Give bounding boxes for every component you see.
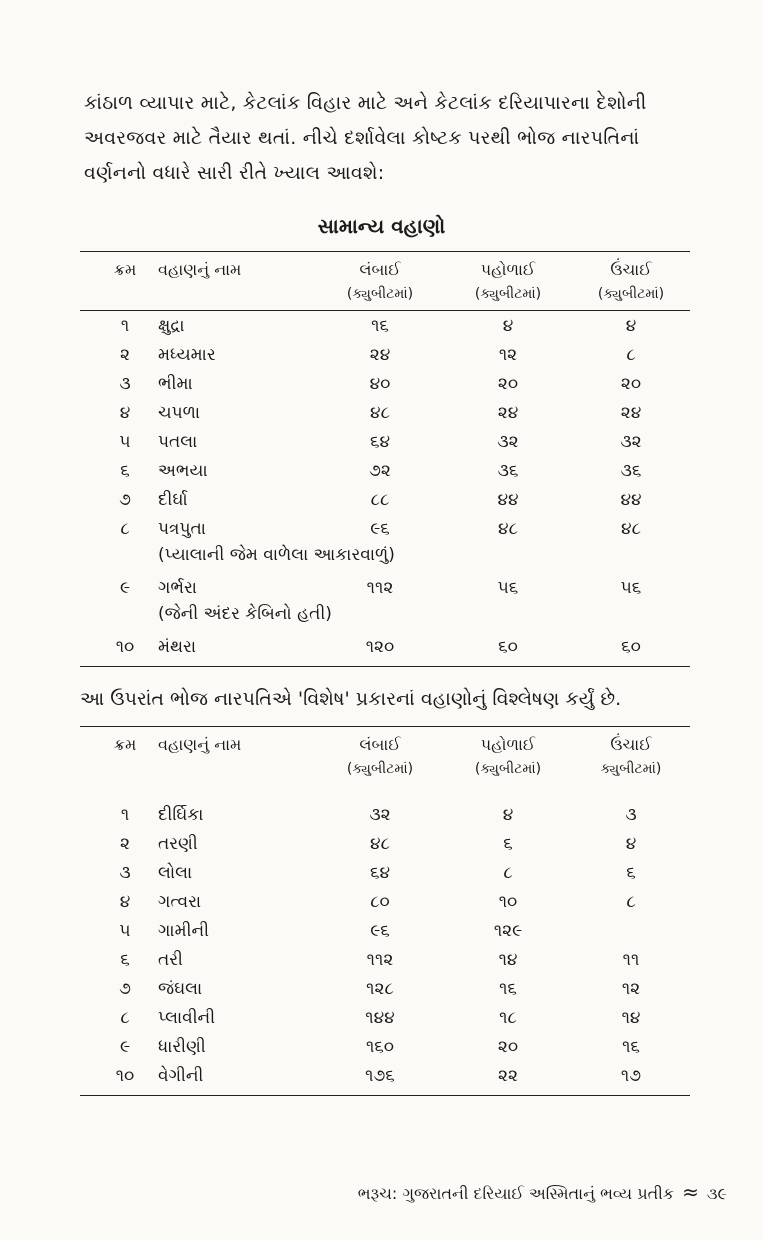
- table2-bottom-rule: [80, 1095, 690, 1096]
- header-width: [458, 258, 558, 306]
- row-height: ૫૬: [620, 578, 642, 598]
- intro-line: વર્ણનનો વધારે સારી રીતે ખ્યાલ આવશે:: [84, 162, 385, 184]
- row-width: ૪૪: [497, 490, 519, 510]
- table1-title: સામાન્ય વહાણો: [317, 214, 446, 238]
- row-height: ૬૦: [621, 637, 641, 657]
- row-name: ગત્વરા: [158, 892, 202, 912]
- row-length: ૮૦: [370, 892, 390, 912]
- table-row: [80, 457, 690, 486]
- header-length: [320, 258, 440, 306]
- row-num: ૮: [120, 1008, 130, 1028]
- row-height: ૪: [625, 316, 637, 336]
- row-num: ૩: [119, 374, 131, 394]
- table-row: [80, 574, 690, 603]
- row-height: ૧૧: [622, 950, 640, 970]
- row-width: ૫૬: [497, 578, 519, 598]
- row-name: ક્ષુદ્રા: [158, 316, 185, 336]
- table2-top-rule: [80, 726, 690, 727]
- row-num: ૯: [119, 1037, 131, 1057]
- row-length: ૪૦: [369, 374, 391, 394]
- header-length: [320, 733, 440, 781]
- row-num: ૧૦: [115, 1066, 135, 1086]
- row-length: ૬૪: [369, 432, 391, 452]
- row-length: ૭૨: [369, 461, 391, 481]
- row-length: ૨૪: [369, 345, 391, 365]
- row-num: ૫: [119, 432, 131, 452]
- row-num: ૮: [120, 519, 130, 539]
- approx-symbol: ≈: [682, 1180, 699, 1204]
- row-num: ૬: [120, 950, 130, 970]
- row-width: ૧૨૯: [493, 921, 523, 941]
- row-name: તરણી: [158, 834, 198, 854]
- row-height: ૪૮: [621, 519, 641, 539]
- table-row: [80, 1033, 690, 1062]
- row-num: ૧૦: [115, 637, 135, 657]
- row-name: પત્રપુતા: [158, 519, 206, 539]
- header-height: [576, 258, 686, 306]
- table1-top-rule: [80, 251, 690, 252]
- row-num: ૬: [120, 461, 130, 481]
- header-height: [576, 733, 686, 781]
- header-length-unit: (ક્યુબીટમાં): [346, 761, 414, 777]
- row-name: વેગીની: [158, 1066, 204, 1086]
- row-length: ૮૮: [370, 490, 390, 510]
- row-num: ૫: [119, 921, 131, 941]
- table-row: [80, 341, 690, 370]
- header-length-label: લંબાઈ: [359, 260, 401, 279]
- row-num: ૨: [120, 834, 130, 854]
- row-length: ૧૨૮: [366, 979, 394, 999]
- row-width: ૪૮: [498, 519, 518, 539]
- table1-bottom-rule: [80, 666, 690, 667]
- row-name: દીર્ઘા: [158, 490, 188, 510]
- row-name: મધ્યમાર: [158, 345, 216, 365]
- mid-paragraph: આ ઉપરાંત ભોજ નારપતિએ 'વિશેષ' પ્રકારનાં વહાણોનું વિશ્લેષણ કર્યું છે.: [80, 688, 622, 710]
- header-num: ક્રમ: [113, 260, 137, 279]
- table-row: [80, 399, 690, 428]
- table-row: [80, 801, 690, 830]
- row-width: ૧૦: [498, 892, 518, 912]
- row-length: ૧૭૬: [365, 1066, 395, 1086]
- row-length: ૯૬: [370, 519, 390, 539]
- row-length: ૯૬: [370, 921, 390, 941]
- row-note: (પ્યાલાની જેમ વાળેલા આકારવાળું): [158, 545, 395, 565]
- row-length: ૧૧૨: [366, 578, 394, 598]
- intro-line: કાંઠાળ વ્યાપાર માટે, કેટલાંક વિહાર માટે અને કેટલાંક દરિયાપારના દેશોની: [84, 92, 647, 114]
- row-width: ૨૦: [497, 1037, 519, 1057]
- row-width: ૮: [503, 863, 513, 883]
- intro-paragraph: [84, 86, 694, 191]
- row-height: ૧૬: [622, 1037, 640, 1057]
- table-row: [80, 312, 690, 341]
- row-name: જંઘલા: [158, 979, 203, 999]
- row-height: ૧૪: [621, 1008, 641, 1028]
- row-name: અભયા: [158, 461, 208, 481]
- header-width-label: પહોળાઈ: [480, 735, 536, 754]
- row-width: ૧૨: [498, 345, 518, 365]
- row-height: ૧૨: [621, 979, 641, 999]
- header-width-label: પહોળાઈ: [480, 260, 536, 279]
- row-name: તરી: [158, 950, 183, 970]
- row-length: ૧૪૪: [365, 1008, 395, 1028]
- row-note: (જેની અંદર કેબિનો હતી): [158, 604, 332, 624]
- row-height: ૨૦: [620, 374, 642, 394]
- row-length: ૧૬: [371, 316, 389, 336]
- table-row: [80, 859, 690, 888]
- header-height-label: ઉંચાઈ: [610, 735, 652, 754]
- row-length: ૧૨૦: [365, 637, 395, 657]
- page-footer: [358, 1180, 727, 1204]
- header-num: ક્રમ: [113, 735, 137, 754]
- row-height: ૬: [626, 863, 636, 883]
- header-height-label: ઉંચાઈ: [610, 260, 652, 279]
- table-row: [80, 1062, 690, 1091]
- table-row: [80, 1004, 690, 1033]
- row-name: ચપળા: [158, 403, 201, 423]
- table-row: [80, 917, 690, 946]
- header-length-unit: (ક્યુબીટમાં): [346, 286, 414, 302]
- row-length: ૧૧૨: [366, 950, 394, 970]
- header-length-label: લંબાઈ: [359, 735, 401, 754]
- header-name: વહાણનું નામ: [158, 735, 242, 754]
- row-num: ૭: [119, 979, 131, 999]
- page-number: ૩૯: [706, 1184, 727, 1203]
- row-num: ૪: [119, 892, 131, 912]
- row-name: ગર્ભરા: [158, 578, 197, 598]
- table-row: [80, 370, 690, 399]
- row-width: ૬૦: [498, 637, 518, 657]
- intro-line: અવરજવર માટે તૈયાર થતાં. નીચે દર્શાવેલા કોષ્ટક પરથી ભોજ નારપતિનાં: [84, 127, 640, 149]
- row-length: ૧૬૦: [365, 1037, 395, 1057]
- row-num: ૧: [120, 805, 130, 825]
- row-width: ૨૨: [498, 1066, 518, 1086]
- row-name: લોલા: [158, 863, 193, 883]
- row-height: ૨૪: [620, 403, 642, 423]
- row-length: ૪૮: [370, 834, 390, 854]
- table-row: [80, 830, 690, 859]
- table-row: [80, 515, 690, 544]
- row-width: ૪: [502, 805, 514, 825]
- row-height: ૩૨: [620, 432, 642, 452]
- row-num: ૧: [120, 316, 130, 336]
- row-height: ૮: [626, 345, 636, 365]
- row-width: ૬: [503, 834, 513, 854]
- row-name: ધારીણી: [158, 1037, 206, 1057]
- row-length: ૩૨: [369, 805, 391, 825]
- row-height: ૪૪: [620, 490, 642, 510]
- row-width: ૧૬: [499, 979, 517, 999]
- row-num: ૩: [119, 863, 131, 883]
- row-name: ભીમા: [158, 374, 193, 394]
- header-width-unit: (ક્યુબીટમાં): [474, 286, 542, 302]
- row-num: ૨: [120, 345, 130, 365]
- row-name: પતલા: [158, 432, 198, 452]
- header-name: વહાણનું નામ: [158, 260, 242, 279]
- table-row: [80, 486, 690, 515]
- row-width: ૩૨: [497, 432, 519, 452]
- table-row: [80, 975, 690, 1004]
- row-length: ૪૮: [370, 403, 390, 423]
- header-width-unit: (ક્યુબીટમાં): [474, 761, 542, 777]
- row-width: ૨૦: [497, 374, 519, 394]
- row-height: ૮: [626, 892, 636, 912]
- row-height: ૩: [625, 805, 637, 825]
- row-name: દીર્ઘિકા: [158, 805, 204, 825]
- running-title: ભરૂચ: ગુજરાતની દરિયાઈ અસ્મિતાનું ભવ્ય પ્રતીક: [357, 1184, 675, 1203]
- row-num: ૭: [119, 490, 131, 510]
- row-num: ૪: [119, 403, 131, 423]
- row-height: ૩૬: [620, 461, 642, 481]
- table1-header-rule: [80, 310, 690, 311]
- row-width: ૧૮: [499, 1008, 517, 1028]
- row-name: પ્લાવીની: [158, 1008, 216, 1028]
- row-num: ૯: [119, 578, 131, 598]
- header-width: [458, 733, 558, 781]
- row-width: ૧૪: [498, 950, 518, 970]
- header-height-unit: ક્યુબીટમાં): [600, 761, 662, 777]
- row-width: ૨૪: [497, 403, 519, 423]
- row-name: ગામીની: [158, 921, 209, 941]
- table-row: [80, 633, 690, 662]
- row-height: ૧૭: [620, 1066, 642, 1086]
- row-name: મંથરા: [158, 637, 196, 657]
- row-width: ૪: [502, 316, 514, 336]
- row-width: ૩૬: [497, 461, 519, 481]
- table-row: [80, 428, 690, 457]
- row-height: ૪: [625, 834, 637, 854]
- header-height-unit: (ક્યુબીટમાં): [597, 286, 665, 302]
- table-row: [80, 888, 690, 917]
- row-length: ૬૪: [369, 863, 391, 883]
- table-row: [80, 946, 690, 975]
